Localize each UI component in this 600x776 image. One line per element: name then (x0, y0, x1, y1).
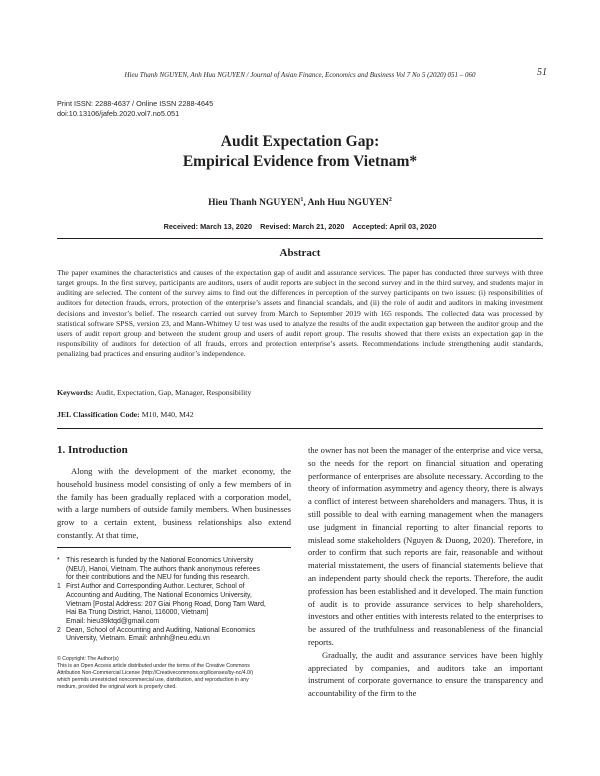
jel-label: JEL Classification Code: (57, 410, 142, 419)
abstract-line: March to September 2019 with 165 responds. The collected data was processed by statistical software SPSS, version 23, and Mann-Whitney (57, 308, 543, 328)
text-line: reasonable and without material misstatement, the users of (308, 547, 543, 571)
authors (0, 197, 600, 208)
keywords (57, 388, 251, 397)
page-number: 51 (537, 67, 547, 78)
text-line: necessary. According to the theory of information asymmetry (308, 470, 543, 494)
title-line-2: Empirical Evidence from Vietnam* (182, 153, 418, 170)
copyright-line: © Copyright: The Author(s) (57, 656, 119, 662)
keywords-label: Keywords: (57, 388, 96, 397)
intro-left-column (57, 465, 291, 542)
footnote-mark: 2 (57, 626, 61, 634)
footnote-line: Email: hieu39ktqd@gmail.com (66, 617, 160, 625)
text-line: with a corporation model, with a large numbers of outside (57, 491, 291, 515)
intro-right-column (308, 444, 543, 700)
copyright-line: which permits unrestricted noncommercial use, distribution, and reproduction in any (57, 676, 249, 683)
text-line: business relationships also extend constantly. At that time, (57, 517, 292, 540)
footnote (57, 557, 293, 583)
text-line: judgment in financial reporting to alter financial reports (324, 521, 532, 532)
footnote (57, 583, 293, 627)
text-line: between shareholders and managers. Thus, it is still possible (308, 496, 544, 519)
abstract-line: for detection of all frauds, errors and protection enterprise’s assets. Recommendations include strengthening audit standards, penalizing bad (57, 339, 543, 359)
text-line: members of in the family has been gradually replaced (57, 478, 291, 502)
abstract-heading: Abstract (279, 247, 321, 259)
divider-bottom (57, 428, 543, 429)
copyright-line: medium, provided the original work is properly cited. (57, 683, 177, 690)
text-line: established and it developed. The main function of audit is (308, 585, 543, 609)
text-line: important instrument of corporate governance to ensure (308, 662, 543, 686)
jel-codes (57, 410, 194, 419)
footnote-line: Hai Ba Trung District, Hanoi, 116000, Vietnam] (66, 609, 209, 617)
text-line: family members. When businesses grow to a certain extent, (57, 504, 291, 528)
keywords-value: Audit, Expectation, Gap, Manager, Responsibility (95, 388, 252, 397)
text-line: financial statements believe that an independent party should (308, 560, 543, 583)
author-2: Anh Huu NGUYEN (307, 198, 389, 209)
abstract-line: practices and ensuring auditor’s independence. (103, 349, 246, 359)
footnote-rule (57, 547, 291, 548)
text-line: Along with the development of the market economy, (71, 466, 276, 476)
copyright-line: Attribution Non-Commercial License (http://Creativecommons.org/licenses/by-nc/4.0/) (57, 669, 254, 676)
text-line: to be assured of the truthfulness and reasonableness of the (308, 611, 543, 635)
footnote-line: Dean, School of Accounting and Auditing, National Economics (66, 626, 256, 634)
footnote-text (66, 627, 293, 644)
abstract-body (57, 268, 543, 359)
divider-top (57, 238, 543, 239)
issn-block (57, 99, 213, 119)
text-line: financial reports. (308, 624, 543, 647)
author-separator: , (303, 198, 308, 209)
footnote-text (66, 557, 293, 583)
doi[interactable]: doi:10.13106/jafeb.2020.vol7.no5.051 (57, 109, 180, 118)
footnote-line: First Author and Corresponding Author. Lecturer, School of (66, 583, 245, 591)
author-2-mark: 2 (388, 197, 392, 203)
author-1-mark: 1 (300, 197, 304, 203)
text-line: the transparency and accountability of the firm to the (308, 675, 543, 699)
footnote-text (66, 583, 293, 627)
footnote-mark: * (57, 557, 60, 564)
intro-paragraph-1 (57, 465, 291, 542)
abstract-line: scandals, and (ii) the role of audit and auditors in making investment decisions and investor’s belief. The research carried out survey from (57, 298, 544, 318)
title-line-1: Audit Expectation Gap: (220, 133, 380, 150)
text-line: to mislead some stakeholders (Nguyen & Duong, 2020). (308, 521, 543, 545)
text-line: Therefore, in order to confirm that such reports are fair, (308, 534, 544, 558)
footnote-line: (NEU), Hanoi, Vietnam. The authors thank anonymous referees (66, 565, 260, 573)
abstract-line: U test was used to analyze the results of the audit expectation gap between the auditor group and the users of audit report group and between (57, 318, 543, 338)
footnote-line: University, Vietnam. Email: anhnh@neu.edu.vn (66, 635, 210, 643)
footnote-line: This research is funded by the National Economics University (66, 557, 254, 564)
text-line: and operating performance of enterprises are absolute (308, 457, 543, 481)
running-header: Hieu Thanh NGUYEN, Anh Huu NGUYEN / Journal of Asian Finance, Economics and Business Vol 7 No 5 (2020) 051 – 060 (124, 71, 476, 79)
footnote (57, 627, 293, 644)
issn: Print ISSN: 2288-4637 / Online ISSN 2288-4645 (57, 99, 214, 108)
text-line: to provide assurance services to help shareholders, investors (308, 598, 544, 622)
section-heading: 1. Introduction (57, 444, 128, 456)
text-line: Gradually, the audit and assurance services have been (322, 649, 518, 660)
paper-title (0, 132, 600, 172)
footnote-line: for their contributions and the NEU for funding this research. (66, 574, 250, 582)
text-line: and agency theory, there is always a conflict of interest (308, 483, 543, 507)
copyright-line: This is an Open Access article distributed under the terms of the Creative Commons (57, 662, 250, 669)
jel-value: M10, M40, M42 (141, 410, 194, 419)
intro-paragraph-2 (308, 649, 543, 700)
text-line: vice versa, so the needs for the report on financial situation (308, 445, 544, 468)
text-line: to deal with earning management when the managers use (308, 508, 544, 532)
text-line: the owner has not been the manager of the enterprise and (308, 445, 505, 455)
intro-paragraph-continued (308, 444, 543, 649)
abstract-line: third survey, and students major in auditing are selected. The content of the survey aims to find out the differences in perception of the survey (57, 278, 543, 298)
text-line: highly appreciated by companies, and auditors take an (308, 649, 543, 673)
abstract-line: surveys with three target groups. In the first survey, participants are auditors, users of audit reports are subject in the second survey and in the (57, 268, 543, 288)
abstract-line: The paper examines the characteristics and causes of the expectation gap of audit and assurance services. The paper has conducted three (57, 268, 484, 277)
text-line: check the reports. Therefore, the audit profession has been (308, 572, 544, 596)
text-line: the household business model consisting of only a few (57, 466, 291, 489)
copyright-notice (57, 656, 291, 691)
footnotes (57, 557, 293, 644)
abstract-line: the student group and users of audit report group. The results showed that there exists an expectation gap in the responsibility of auditors (57, 328, 543, 349)
author-1: Hieu Thanh NGUYEN (208, 198, 301, 209)
footnote-mark: 1 (57, 583, 61, 591)
footnote-line: Vietnam [Postal Address: 207 Giai Phong Road, Dong Tam Ward, (66, 600, 266, 608)
submission-dates: Received: March 13, 2020 Revised: March 21, 2020 Accepted: April 03, 2020 (163, 222, 437, 231)
abstract-line: participants on two issues: (i) responsibilities of auditors for detection frauds, errors, protection of the enterprise’s assets and financial (57, 288, 544, 308)
text-line: and other entities with interests related to the enterprises (341, 611, 535, 622)
footnote-line: Accounting and Auditing, The National Economics University, (66, 591, 252, 599)
